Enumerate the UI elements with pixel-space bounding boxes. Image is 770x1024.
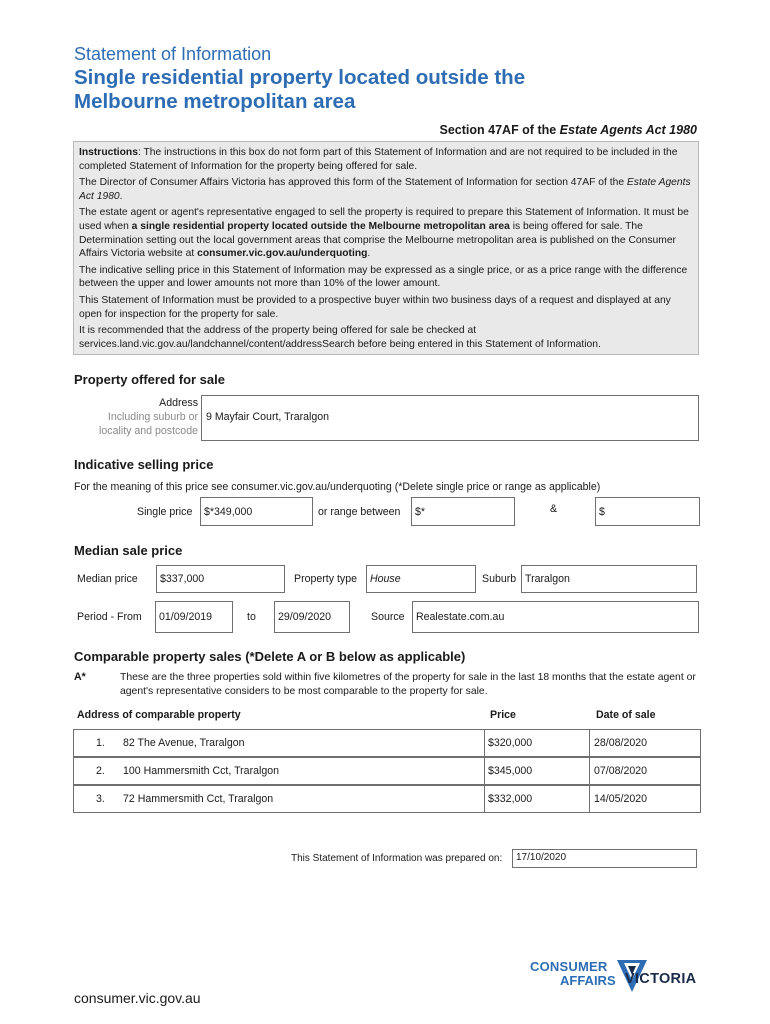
col-address-header: Address of comparable property <box>77 709 241 721</box>
table-row <box>73 785 701 813</box>
address-label-line1: Address <box>159 397 198 409</box>
row-price[interactable]: $332,000 <box>488 793 533 805</box>
section-act: Estate Agents Act 1980 <box>559 123 697 137</box>
instructions-p1-text: : The instructions in this box do not form part of this Statement of Information and are not required to be included in the completed Statement of Information for the property being offered for sale. <box>79 147 678 172</box>
instructions-p2-text: The Director of Consumer Affairs Victoria has approved this form of the Statement of Information for section 47AF of the <box>79 177 627 189</box>
row-date[interactable]: 28/08/2020 <box>594 737 648 749</box>
median-heading: Median sale price <box>74 543 183 558</box>
address-label-line2: Including suburb or <box>107 411 198 423</box>
comparable-heading: Comparable property sales (*Delete A or B below as applicable) <box>74 649 466 664</box>
instructions-p3 <box>79 206 693 260</box>
instructions-p3-url: consumer.vic.gov.au/underquoting <box>197 248 368 260</box>
row-address[interactable]: 82 The Avenue, Traralgon <box>123 737 245 749</box>
logo-line2: AFFAIRS <box>560 973 616 988</box>
instructions-p3-a: The estate agent or agent's representative engaged to sell the property is required to prepare this Statement of Information. It must be used when <box>79 207 689 232</box>
median-price-field[interactable]: $337,000 <box>156 565 285 593</box>
section-reference <box>440 123 697 137</box>
table-row <box>73 729 701 757</box>
instructions-p5: This Statement of Information must be provided to a prospective buyer within two business days of a request and displayed at any open for inspection for the property for sale. <box>79 294 671 320</box>
prepared-on-label: This Statement of Information was prepared on: <box>291 853 503 864</box>
instructions-p2 <box>79 176 693 203</box>
property-address-field[interactable]: 9 Mayfair Court, Traralgon <box>201 395 699 441</box>
row-date[interactable]: 07/08/2020 <box>594 765 648 777</box>
document-title: Statement of Information <box>74 44 272 64</box>
footer-url[interactable]: consumer.vic.gov.au <box>74 990 201 1006</box>
instructions-p4: The indicative selling price in this Statement of Information may be expressed as a single price, or as a price range with the difference between the upper and lower amounts not more than 10% of the lower amount. <box>79 264 688 290</box>
row-number: 3. <box>96 793 105 805</box>
address-label-line3: locality and postcode <box>99 425 198 437</box>
col-date-header: Date of sale <box>596 709 656 721</box>
document-heading-line2: Melbourne metropolitan area <box>74 90 356 113</box>
suburb-field[interactable]: Traralgon <box>521 565 697 593</box>
instructions-p3-bold: a single residential property located outside the Melbourne metropolitan area <box>131 220 510 232</box>
period-from-field[interactable]: 01/09/2019 <box>155 601 233 633</box>
property-heading: Property offered for sale <box>74 372 225 387</box>
row-price[interactable]: $320,000 <box>488 737 533 749</box>
row-date[interactable]: 14/05/2020 <box>594 793 648 805</box>
row-price[interactable]: $345,000 <box>488 765 533 777</box>
instructions-box <box>73 141 699 355</box>
section-prefix: Section 47AF of the <box>439 123 560 137</box>
option-a-mark: A* <box>74 671 86 683</box>
single-price-field[interactable]: $*349,000 <box>200 497 313 526</box>
range-label: or range between <box>318 506 401 518</box>
instructions-p3-c: . <box>367 248 371 260</box>
indicative-note: For the meaning of this price see consumer.vic.gov.au/underquoting (*Delete single price or range as applicable) <box>74 481 601 493</box>
document-heading-line1: Single residential property located outside the <box>74 66 526 89</box>
source-field[interactable]: Realestate.com.au <box>412 601 699 633</box>
consumer-affairs-victoria-logo <box>527 955 707 1005</box>
document-heading <box>74 66 674 114</box>
logo-line1: CONSUMER <box>530 959 608 974</box>
row-address[interactable]: 100 Hammersmith Cct, Traralgon <box>123 765 280 777</box>
instructions-label: Instructions <box>79 147 138 158</box>
option-a-text: These are the three properties sold within five kilometres of the property for sale in the last 18 months that the estate agent or agent's representative considers to be most comparable to the property for sale. <box>120 672 696 697</box>
suburb-label: Suburb <box>482 573 517 585</box>
row-number: 2. <box>96 765 105 777</box>
period-to-label: to <box>247 611 256 623</box>
instructions-p1 <box>79 146 693 173</box>
period-from-label: Period - From <box>77 611 142 623</box>
table-row <box>73 757 701 785</box>
instructions-p3-b: is being offered for sale. The Determination setting out the local government areas that comprise the Melbourne metropolitan area is published on the Consumer Affairs Victoria website at <box>79 220 676 260</box>
median-price-label: Median price <box>77 573 138 585</box>
range-ampersand: & <box>550 503 558 515</box>
source-label: Source <box>371 611 405 623</box>
range-to-field[interactable]: $ <box>595 497 700 526</box>
period-to-field[interactable]: 29/09/2020 <box>274 601 350 633</box>
property-type-field[interactable]: House <box>366 565 476 593</box>
logo-line3: VICTORIA <box>625 971 697 987</box>
col-price-header: Price <box>490 709 516 721</box>
instructions-p2-act: Estate Agents Act 1980 <box>79 177 691 202</box>
single-price-label: Single price <box>137 506 193 518</box>
indicative-heading: Indicative selling price <box>74 457 214 472</box>
range-from-field[interactable]: $* <box>411 497 515 526</box>
property-type-label: Property type <box>294 573 358 585</box>
row-number: 1. <box>96 737 105 749</box>
instructions-p2-end: . <box>119 190 123 202</box>
row-address[interactable]: 72 Hammersmith Cct, Traralgon <box>123 793 274 805</box>
instructions-p6: It is recommended that the address of the property being offered for sale be checked at services.land.vic.gov.au/landchannel/content/addressSearch before being entered in this Statement of Information. <box>79 325 601 350</box>
prepared-on-field[interactable]: 17/10/2020 <box>512 849 697 868</box>
